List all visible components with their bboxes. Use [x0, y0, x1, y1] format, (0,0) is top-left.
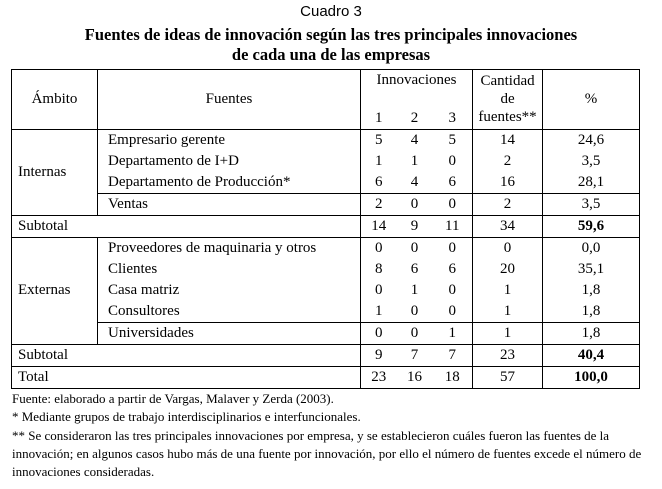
header-col-1: 1 — [361, 91, 397, 129]
count-cell: 14 — [473, 129, 543, 151]
innov-2-cell: 0 — [397, 237, 433, 259]
count-cell: 34 — [473, 215, 543, 237]
table-row — [12, 129, 640, 151]
innov-3-cell: 7 — [433, 344, 473, 366]
innov-1-cell: 6 — [375, 173, 383, 190]
footnote-2: ** Se consideraron las tres principales innovaciones por empresa, y se establecieron cuáles fueron las fuentes de la innovación; en algunos casos hubo más de una fuente por innovación, por ello el número de fuentes excede el número de innovaciones consideradas. — [12, 428, 642, 479]
percent-cell: 0,0 — [543, 237, 640, 259]
innov-2-cell: 4 — [410, 173, 419, 190]
percent-cell: 24,6 — [577, 131, 605, 148]
header-cantidad-line-3: fuentes** — [478, 109, 537, 126]
count-cell: 23 — [473, 344, 543, 366]
source-cell: Departamento de Producción* — [98, 172, 361, 194]
count-cell: 1 — [473, 280, 543, 301]
innov-3-cell: 6 — [433, 259, 473, 280]
innov-3-cell: 5 — [433, 129, 473, 151]
innovation-sources-table — [11, 69, 640, 389]
innov-1-cell: 5 — [375, 131, 383, 148]
subtotal-spacer — [98, 344, 361, 366]
subtotal-row — [12, 215, 640, 237]
subtotal-label: Subtotal — [12, 344, 98, 366]
footnote-1: * Mediante grupos de trabajo interdisciplinarios e interfuncionales. — [12, 409, 361, 424]
source-cell: Ventas — [98, 193, 361, 215]
source-cell: Clientes — [98, 259, 361, 280]
group-externas: Externas — [12, 237, 98, 344]
count-cell: 2 — [473, 151, 543, 172]
innov-1-cell: 9 — [361, 344, 397, 366]
table-row — [12, 237, 640, 259]
innov-1-cell: 14 — [361, 215, 397, 237]
count-cell: 1 — [473, 301, 543, 323]
header-col-3: 3 — [433, 91, 473, 129]
innov-2-cell: 1 — [410, 281, 419, 298]
header-percent: % — [543, 70, 640, 130]
table-row — [12, 280, 640, 301]
table-title-line-1: Fuentes de ideas de innovación según las tres principales innovaciones — [84, 25, 578, 44]
innov-1-cell: 1 — [375, 302, 383, 319]
percent-cell: 28,1 — [577, 173, 605, 190]
innov-1-cell: 23 — [361, 366, 397, 388]
innov-3-cell: 0 — [433, 301, 473, 323]
innov-1-cell: 8 — [375, 260, 383, 277]
innov-2-cell: 0 — [397, 193, 433, 215]
header-cantidad — [473, 70, 543, 130]
source-cell: Consultores — [98, 301, 361, 323]
percent-cell: 3,5 — [581, 152, 601, 169]
innov-1-cell: 1 — [375, 152, 383, 169]
percent-cell: 40,4 — [543, 344, 640, 366]
innov-3-cell: 18 — [433, 366, 473, 388]
header-row — [12, 70, 640, 92]
innov-2-cell: 16 — [397, 366, 433, 388]
table-row — [12, 193, 640, 215]
group-internas: Internas — [12, 129, 98, 215]
total-label: Total — [12, 366, 98, 388]
innov-1-cell: 0 — [375, 281, 383, 298]
total-spacer — [98, 366, 361, 388]
percent-cell: 100,0 — [543, 366, 640, 388]
table-row — [12, 301, 640, 323]
source-cell: Casa matriz — [98, 280, 361, 301]
count-cell: 0 — [473, 237, 543, 259]
innov-3-cell: 0 — [433, 237, 473, 259]
innov-2-cell: 0 — [410, 302, 419, 319]
percent-cell: 35,1 — [577, 260, 605, 277]
innov-3-cell: 6 — [433, 172, 473, 194]
source-cell: Universidades — [98, 322, 361, 344]
source-cell: Proveedores de maquinaria y otros — [98, 237, 361, 259]
count-cell: 20 — [473, 259, 543, 280]
table-row — [12, 151, 640, 172]
header-cantidad-line-1: Cantidad — [480, 73, 535, 90]
table-row — [12, 259, 640, 280]
percent-cell: 1,8 — [581, 302, 601, 319]
header-ambito: Ámbito — [12, 70, 98, 130]
count-cell: 57 — [473, 366, 543, 388]
innov-2-cell: 7 — [397, 344, 433, 366]
innov-3-cell: 0 — [433, 151, 473, 172]
innov-2-cell: 6 — [410, 260, 419, 277]
innov-3-cell: 1 — [433, 322, 473, 344]
subtotal-label: Subtotal — [12, 215, 98, 237]
header-col-2: 2 — [397, 91, 433, 129]
source-cell: Empresario gerente — [98, 129, 361, 151]
innov-1-cell: 0 — [361, 322, 397, 344]
innov-3-cell: 11 — [433, 215, 473, 237]
innov-2-cell: 9 — [397, 215, 433, 237]
source-note: Fuente: elaborado a partir de Vargas, Malaver y Zerda (2003). — [12, 391, 334, 406]
innov-2-cell: 1 — [410, 152, 419, 169]
percent-cell: 59,6 — [543, 215, 640, 237]
count-cell: 16 — [473, 172, 543, 194]
table-row — [12, 322, 640, 344]
count-cell: 1 — [473, 322, 543, 344]
header-innovaciones: Innovaciones — [361, 70, 473, 92]
innov-1-cell: 0 — [361, 237, 397, 259]
table-kicker: Cuadro 3 — [300, 3, 362, 20]
table-title-line-2: de cada una de las empresas — [231, 45, 431, 64]
count-cell: 2 — [473, 193, 543, 215]
header-cantidad-line-2: de — [500, 91, 515, 108]
source-cell: Departamento de I+D — [98, 151, 361, 172]
header-fuentes: Fuentes — [98, 70, 361, 130]
percent-cell: 1,8 — [543, 322, 640, 344]
innov-3-cell: 0 — [433, 193, 473, 215]
table-row — [12, 172, 640, 194]
innov-3-cell: 0 — [433, 280, 473, 301]
subtotal-spacer — [98, 215, 361, 237]
total-row — [12, 366, 640, 388]
innov-2-cell: 0 — [397, 322, 433, 344]
percent-cell: 1,8 — [581, 281, 601, 298]
subtotal-row — [12, 344, 640, 366]
innov-2-cell: 4 — [410, 131, 419, 148]
percent-cell: 3,5 — [543, 193, 640, 215]
innov-1-cell: 2 — [361, 193, 397, 215]
